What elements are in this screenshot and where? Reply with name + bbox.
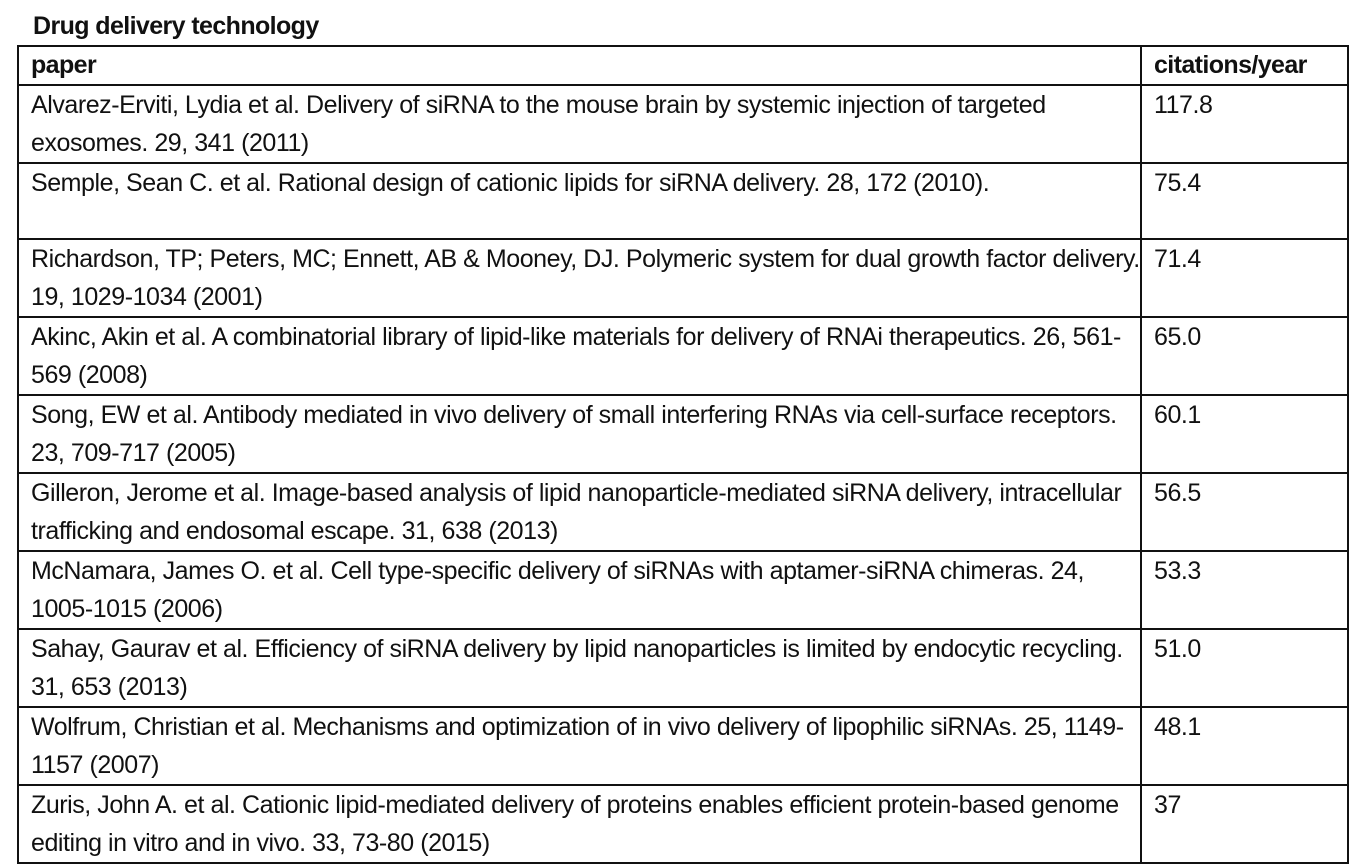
- citations-cell: 48.1: [1141, 707, 1348, 785]
- citations-cell: 65.0: [1141, 317, 1348, 395]
- column-header-citations: citations/year: [1141, 46, 1348, 85]
- citations-cell: 60.1: [1141, 395, 1348, 473]
- citations-cell: 53.3: [1141, 551, 1348, 629]
- table-row: [18, 707, 1348, 785]
- table-row: [18, 317, 1348, 395]
- citations-cell: 75.4: [1141, 163, 1348, 239]
- citations-cell: 37: [1141, 785, 1348, 863]
- paper-cell: McNamara, James O. et al. Cell type-specific delivery of siRNAs with aptamer-siRNA chimeras. 24, 1005-1015 (2006): [18, 551, 1141, 629]
- paper-cell: Alvarez-Erviti, Lydia et al. Delivery of siRNA to the mouse brain by systemic injection of targeted exosomes. 29, 341 (2011): [18, 85, 1141, 163]
- paper-cell: Zuris, John A. et al. Cationic lipid-mediated delivery of proteins enables efficient protein-based genome editing in vitro and in vivo. 33, 73-80 (2015): [18, 785, 1141, 863]
- paper-cell: Gilleron, Jerome et al. Image-based analysis of lipid nanoparticle-mediated siRNA delivery, intracellular trafficking and endosomal escape. 31, 638 (2013): [18, 473, 1141, 551]
- paper-cell: Semple, Sean C. et al. Rational design of cationic lipids for siRNA delivery. 28, 172 (2010).: [18, 163, 1141, 239]
- table-row: [18, 551, 1348, 629]
- citations-table: [17, 45, 1349, 864]
- citations-cell: 71.4: [1141, 239, 1348, 317]
- citations-cell: 51.0: [1141, 629, 1348, 707]
- table-row: [18, 239, 1348, 317]
- paper-cell: Akinc, Akin et al. A combinatorial library of lipid-like materials for delivery of RNAi therapeutics. 26, 561-569 (2008): [18, 317, 1141, 395]
- table-row: [18, 785, 1348, 863]
- citations-cell: 56.5: [1141, 473, 1348, 551]
- paper-cell: Richardson, TP; Peters, MC; Ennett, AB & Mooney, DJ. Polymeric system for dual growth factor delivery. 19, 1029-1034 (2001): [18, 239, 1141, 317]
- document-title: Drug delivery technology: [33, 12, 319, 40]
- citations-cell: 117.8: [1141, 85, 1348, 163]
- table-row: [18, 629, 1348, 707]
- table-row: [18, 395, 1348, 473]
- paper-cell: Wolfrum, Christian et al. Mechanisms and optimization of in vivo delivery of lipophilic siRNAs. 25, 1149-1157 (2007): [18, 707, 1141, 785]
- paper-cell: Sahay, Gaurav et al. Efficiency of siRNA delivery by lipid nanoparticles is limited by endocytic recycling. 31, 653 (2013): [18, 629, 1141, 707]
- column-header-paper: paper: [18, 46, 1141, 85]
- table-row: [18, 473, 1348, 551]
- paper-cell: Song, EW et al. Antibody mediated in vivo delivery of small interfering RNAs via cell-surface receptors. 23, 709-717 (2005): [18, 395, 1141, 473]
- table-row: [18, 163, 1348, 239]
- table-header-row: [18, 46, 1348, 85]
- table-row: [18, 85, 1348, 163]
